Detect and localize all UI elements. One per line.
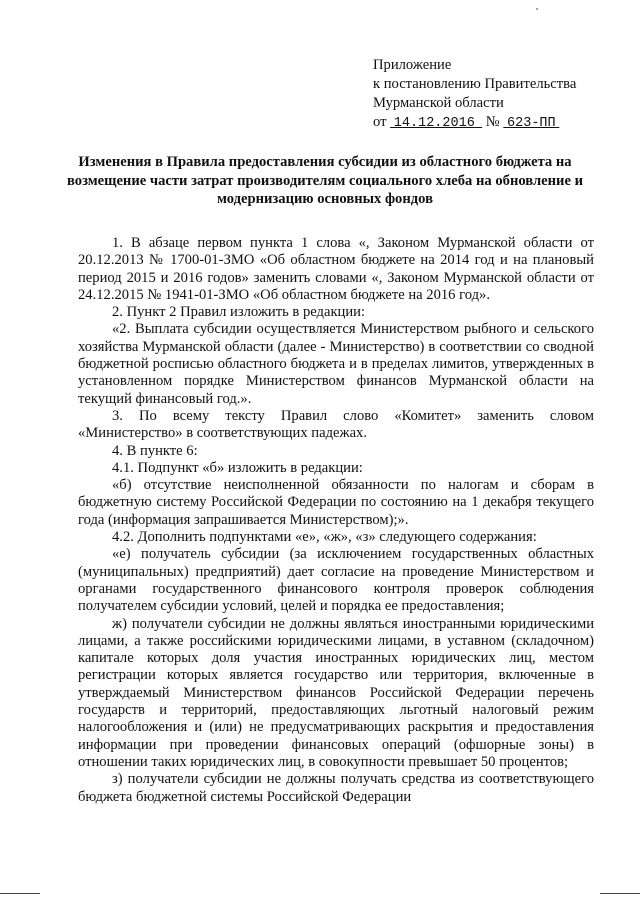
header-line-region: Мурманской области — [373, 95, 504, 111]
paragraph-4: 3. По всему тексту Правил слово «Комитет» заменить словом «Министерство» в соответствующих падежах. — [78, 407, 594, 442]
paragraph-3: «2. Выплата субсидии осуществляется Министерством рыбного и сельского хозяйства Мурманской области (далее - Министерство) в соответствии со сводной бюджетной росписью областного бюджета и в пределах лимитов, утвержденных в установленном порядке Министерством финансов Мурманской области на текущий финансовый год.». — [78, 321, 594, 407]
appendix-header — [373, 56, 576, 133]
header-number: 623-ПП — [507, 116, 556, 131]
scan-edge-left — [0, 893, 40, 894]
header-date-line — [373, 113, 576, 133]
paragraph-2: 2. Пункт 2 Правил изложить в редакции: — [112, 304, 366, 321]
paragraph-11: з) получатели субсидии не должны получать средства из соответствующего бюджета бюджетной системы Российской Федерации — [78, 771, 594, 805]
document-title: Изменения в Правила предоставления субсидии из областного бюджета на возмещение части затрат производителям социального хлеба на обновление и модернизацию основных фондов — [66, 154, 583, 207]
paragraph-6: 4.1. Подпункт «б» изложить в редакции: — [112, 459, 363, 476]
document-body — [78, 235, 594, 806]
paragraph-10: ж) получатели субсидии не должны являться иностранными юридическими лицами, а также российскими юридическими лицами, в уставном (складочном) капитале которых доля участия иностранных юридических лиц, местом регистрации которых является государство или территория, включенные в утверждаемый Министерством финансов Российской Федерации перечень государств и территорий, предоставляющих льготный налоговый режим налогообложения и (или) не предусматривающих раскрытия и предоставления информации при проведении финансовых операций (офшорные зоны) в отношении таких юридических лиц, в совокупности превышает 50 процентов; — [78, 615, 594, 770]
paragraph-8: 4.2. Дополнить подпунктами «е», «ж», «з» следующего содержания: — [112, 529, 537, 546]
header-date: 14.12.2016 — [393, 116, 475, 131]
scan-speck — [536, 8, 538, 10]
paragraph-1: 1. В абзаце первом пункта 1 слова «, Законом Мурманской области от 20.12.2013 № 1700-01-ЗМО «Об областном бюджете на 2014 год и на плановый период 2015 и 2016 годов» заменить словами «, Законом Мурманской области от 24.12.2015 № 1941-01-ЗМО «Об областном бюджете на 2016 год». — [78, 235, 594, 303]
paragraph-7: «б) отсутствие неисполненной обязанности по налогам и сборам в бюджетную систему Российской Федерации по состоянию на 1 декабря текущего года (информация запрашивается Министерством);». — [78, 477, 594, 528]
paragraph-5: 4. В пункте 6: — [112, 442, 198, 459]
header-date-prefix: от — [373, 114, 387, 130]
header-number-sign: № — [485, 114, 500, 130]
paragraph-9: «е) получатель субсидии (за исключением государственных областных (муниципальных) предприятий) дает согласие на проведение Министерством и органами государственного финансового контроля проверок соблюдения получателем субсидии условий, целей и порядка ее предоставления; — [78, 546, 594, 615]
scan-edge-right — [600, 893, 640, 894]
header-line-resolution: к постановлению Правительства — [373, 76, 577, 92]
header-line-appendix: Приложение — [373, 57, 452, 73]
